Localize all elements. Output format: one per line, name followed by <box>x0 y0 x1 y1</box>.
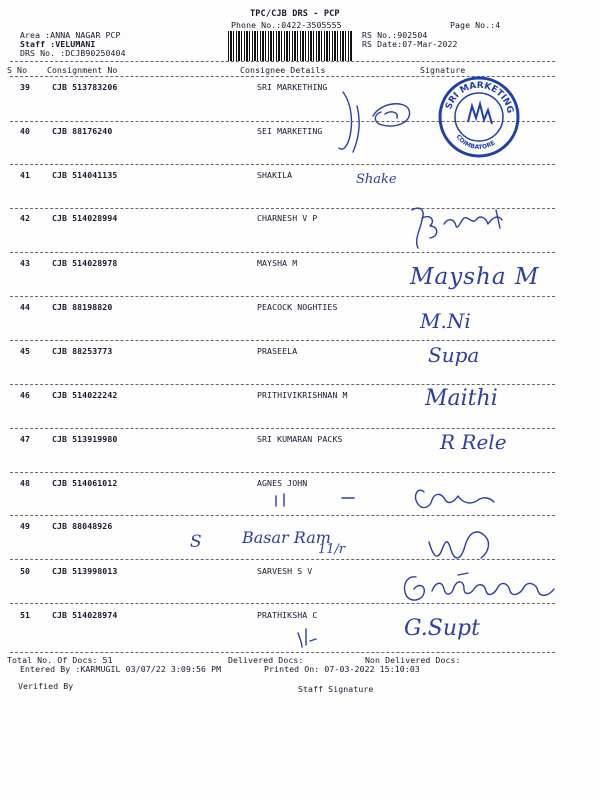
row-sno: 42 <box>20 213 31 223</box>
rs-date: RS Date:07-Mar-2022 <box>362 39 458 49</box>
signature-row49-mark: 11/r <box>318 542 346 557</box>
row-consignment: CJB 513783206 <box>52 82 118 92</box>
row-consignee: CHARNESH V P <box>257 213 318 223</box>
row-consignment: CJB 514041135 <box>52 170 118 180</box>
signature-row39 <box>335 86 415 158</box>
row-consignment: CJB 514028978 <box>52 258 118 268</box>
row-consignment: CJB 88253773 <box>52 346 113 356</box>
delivered-docs: Delivered Docs: <box>228 655 304 665</box>
row-consignee: AGNES JOHN <box>257 478 308 488</box>
signature-row47: R Rele <box>440 430 507 454</box>
signature-row41: Shake <box>356 172 397 187</box>
row-sno: 39 <box>20 82 31 92</box>
row-consignee: MAYSHA M <box>257 258 298 268</box>
row-consignee: SRI MARKETHING <box>257 82 328 92</box>
row-consignee: PRASEELA <box>257 346 298 356</box>
staff-signature: Staff Signature <box>298 684 374 694</box>
row-consignment: CJB 514022242 <box>52 390 118 400</box>
row-consignment: CJB 514028974 <box>52 610 118 620</box>
row-consignment: CJB 513919980 <box>52 434 118 444</box>
signature-row43: Maysha M <box>410 264 540 290</box>
divider <box>10 252 555 253</box>
row-consignment: CJB 88198820 <box>52 302 113 312</box>
row-sno: 48 <box>20 478 31 488</box>
row-sno: 40 <box>20 126 31 136</box>
divider <box>10 384 555 385</box>
column-consignment: Consignment No <box>47 65 118 75</box>
row-sno: 44 <box>20 302 31 312</box>
entered-by: Entered By :KARMUGIL 03/07/22 3:09:56 PM <box>20 664 222 674</box>
column-consignee: Consignee Details <box>240 65 326 75</box>
row-consignment: CJB 88048926 <box>52 521 113 531</box>
row-sno: 50 <box>20 566 31 576</box>
svg-text:COIMBATORE <box>455 134 497 152</box>
divider <box>10 652 555 653</box>
drs-number: DRS No. :DCJB90250404 <box>20 48 126 58</box>
row-sno: 46 <box>20 390 31 400</box>
row-consignment: CJB 514061012 <box>52 478 118 488</box>
signature-row49-initial: S <box>190 532 202 552</box>
row-sno: 41 <box>20 170 31 180</box>
row-consignee: SARVESH S V <box>257 566 313 576</box>
company-stamp <box>438 76 520 158</box>
row-consignee: PRATHIKSHA C <box>257 610 318 620</box>
printed-on: Printed On: 07-03-2022 15:10:03 <box>264 664 420 674</box>
signature-row42 <box>408 200 518 252</box>
divider <box>10 164 555 165</box>
signature-row49 <box>425 522 505 566</box>
row-consignee: SRI KUMARAN PACKS <box>257 434 343 444</box>
document-title: TPC/CJB DRS - PCP <box>250 9 340 19</box>
divider <box>10 61 555 62</box>
phone-number: Phone No.:0422-3505555 <box>231 20 342 30</box>
row-consignee: SEI MARKETING <box>257 126 323 136</box>
signature-row50 <box>398 565 558 609</box>
row-consignment: CJB 514028994 <box>52 213 118 223</box>
row-consignment: CJB 88176240 <box>52 126 113 136</box>
row-sno: 47 <box>20 434 31 444</box>
row-sno: 45 <box>20 346 31 356</box>
column-signature: Signature <box>420 65 466 75</box>
verified-by: Verified By <box>18 681 74 691</box>
signature-row51-mark <box>294 625 324 651</box>
row-sno: 49 <box>20 521 31 531</box>
stamp-text-top: SRI MARKETING <box>444 80 515 115</box>
total-docs: Total No. Of Docs: 51 <box>7 655 113 665</box>
row-consignee: PEACOCK NOGHTIES <box>257 302 338 312</box>
signature-row46: Maithi <box>425 386 498 411</box>
column-sno: S No <box>7 65 28 75</box>
stamp-text-bottom: COIMBATORE <box>454 133 497 152</box>
signature-row51: G.Supt <box>404 616 480 641</box>
row-consignee: PRITHIVIKRISHNAN M <box>257 390 348 400</box>
signature-row49-name: Basar Ram <box>242 528 331 547</box>
divider <box>10 428 555 429</box>
signature-row45: Supa <box>428 343 480 367</box>
row-sno: 43 <box>20 258 31 268</box>
page-number: Page No.:4 <box>450 20 501 30</box>
signature-row44: M.Ni <box>420 309 471 333</box>
barcode <box>228 31 352 61</box>
divider <box>10 472 555 473</box>
area-label: Area :ANNA NAGAR PCP <box>20 30 121 40</box>
non-delivered-docs: Non Delivered Docs: <box>365 655 461 665</box>
row-consignee: SHAKILA <box>257 170 293 180</box>
divider <box>10 296 555 297</box>
divider <box>10 340 555 341</box>
rs-number: RS No.:902504 <box>362 30 428 40</box>
staff-label: Staff :VELUMANI <box>20 39 96 49</box>
row-consignment: CJB 513998013 <box>52 566 118 576</box>
row-sno: 51 <box>20 610 31 620</box>
